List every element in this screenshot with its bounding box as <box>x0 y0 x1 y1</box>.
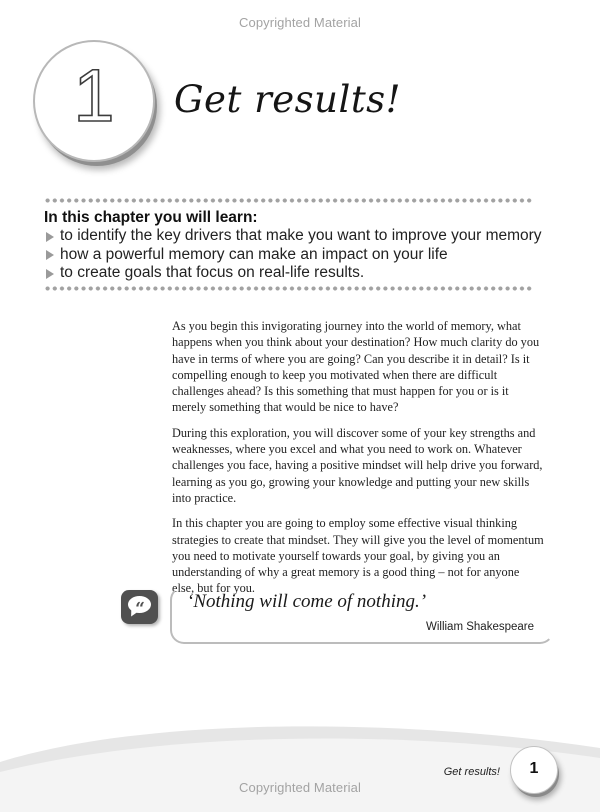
dotted-divider-top <box>44 198 534 203</box>
chapter-number-badge <box>33 40 155 162</box>
body-paragraph: In this chapter you are going to employ some effective visual thinking strategies to create that mindset. They will give you the level of momentum you need to motivate yourself towards your goal, by giving you an understanding of why a great memory is a good thing – not for anyone else, but for you. <box>172 516 544 596</box>
dotted-divider-bottom <box>44 286 534 291</box>
quote-text: ‘Nothing will come of nothing.’ <box>187 591 427 612</box>
learning-objective-text: to identify the key drivers that make you want to improve your memory <box>60 227 542 244</box>
learning-objectives-heading: In this chapter you will learn: <box>44 209 258 226</box>
learning-objective-item <box>44 227 544 246</box>
body-paragraph: As you begin this invigorating journey into the world of memory, what happens when you think about your destination? How much clarity do you have in terms of where you are going? Can you describe it in detail? Is it compelling enough to keep you motivated when there are difficult challenges ahead? Is this something that must happen for you or is it merely something that would be nice to have? <box>172 319 540 415</box>
learning-objective-text: how a powerful memory can make an impact on your life <box>60 245 448 263</box>
copyright-watermark-top: Copyrighted Material <box>239 15 361 30</box>
quote-author: William Shakespeare <box>425 621 534 633</box>
chapter-number: 1 <box>73 54 115 137</box>
bullet-arrow-icon <box>46 250 54 260</box>
speech-bubble-icon: “ <box>128 596 151 613</box>
body-text <box>172 318 544 606</box>
running-title: Get results! <box>443 766 500 778</box>
bullet-arrow-icon <box>46 232 54 242</box>
learning-objective-item <box>44 246 544 265</box>
learning-objective-item <box>44 264 544 283</box>
learning-objectives <box>44 208 544 283</box>
copyright-watermark-bottom: Copyrighted Material <box>239 780 361 795</box>
chapter-title: Get results! <box>174 78 402 121</box>
body-paragraph: During this exploration, you will discover some of your key strengths and weaknesses, where you excel and what you need to work on. Whatever challenges you face, having a positive mindset will help drive you forward, learning as you go, growing your knowledge and putting your new skills into practice. <box>172 425 543 505</box>
page-number: 1 <box>529 760 539 777</box>
learning-objective-text: to create goals that focus on real-life results. <box>60 264 365 281</box>
bullet-arrow-icon <box>46 269 54 279</box>
footer-swoosh <box>0 700 600 812</box>
quote-icon <box>121 590 158 624</box>
learning-objectives-list <box>44 227 544 283</box>
